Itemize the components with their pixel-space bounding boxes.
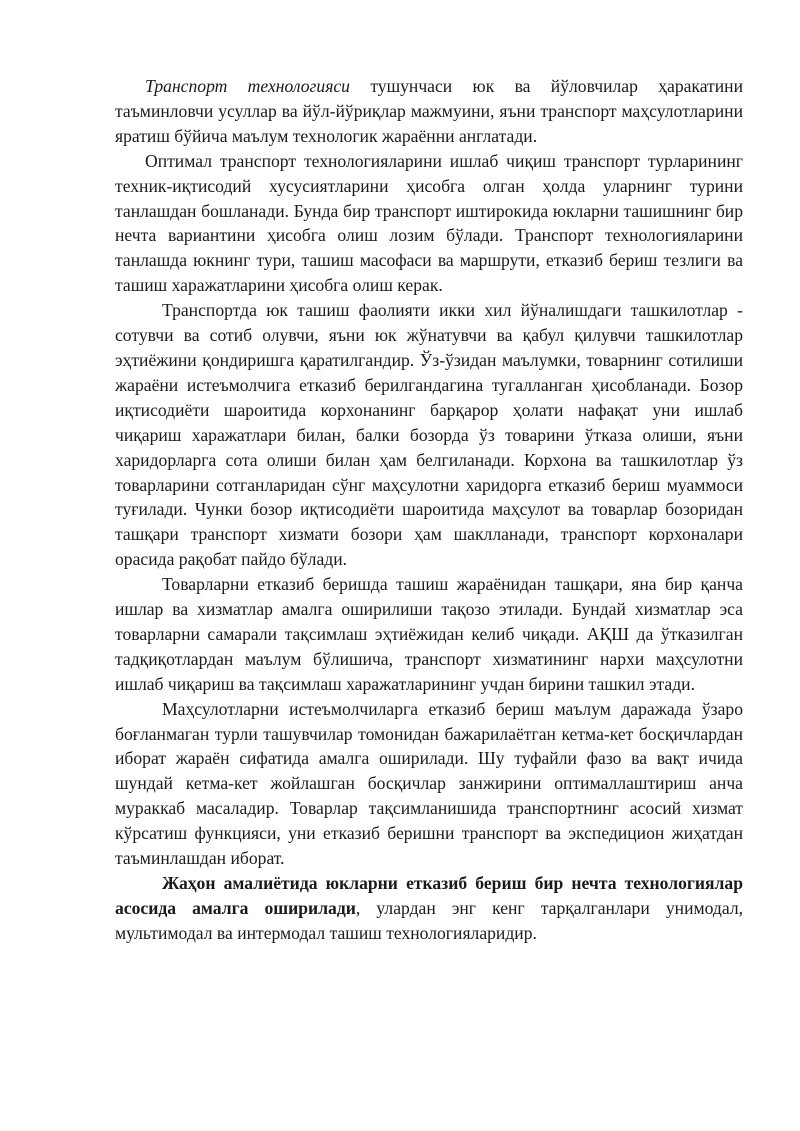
paragraph-text: тушунчаси юк ва йўловчилар ҳаракатини таъминловчи усуллар ва йўл-йўриқлар мажмуини, яъни транспорт маҳсулотларини яратиш бўйича маълум технологик жараённи англатади. (115, 76, 743, 146)
paragraph-product-delivery-stages: Маҳсулотларни истеъмолчиларга етказиб бериш маълум даражада ўзаро боғланмаган турли ташувчилар томонидан бажарилаётган кетма-кет босқичлардан иборат жараён сифатида амалга оширилади. Шу туфайли фазо ва вақт ичида шундай кетма-кет жойлашган босқичлар занжирини оптималлаштириш анча мураккаб масаладир. Товарлар тақсимланишида транспортнинг асосий хизмат кўрсатиш функцияси, уни етказиб беришни транспорт ва экспедицион жиҳатдан таъминлашдан иборат. (115, 698, 743, 869)
bold-statement: Жаҳон амалиётида юкларни етказиб бериш бир нечта технологиялар асосида амалга оширилади (115, 873, 743, 918)
term-transport-technology: Транспорт технологияси (145, 76, 350, 96)
paragraph-delivery-services: Товарларни етказиб беришда ташиш жараёнидан ташқари, яна бир қанча ишлар ва хизматлар амалга оширилиши тақозо этилади. Бундай хизматлар эса товарларни самарали тақсимлаш эҳтиёжидан келиб чиқади. АҚШ да ўтказилган тадқиқотлардан маълум бўлишича, транспорт хизматининг нархи маҳсулотни ишлаб чиқариш ва тақсимлаш харажатларининг учдан бирини ташкил этади. (115, 574, 743, 694)
document-page (115, 74, 743, 946)
paragraph-transport-technology-definition (115, 74, 743, 149)
paragraph-optimal-technologies: Оптимал транспорт технологияларини ишлаб чиқиш транспорт турларининг техник-иқтисодий хусусиятларини ҳисобга олган ҳолда уларнинг турини танлашдан бошланади. Бунда бир транспорт иштирокида юкларни ташишнинг бир нечта вариантини ҳисобга олиш лозим бўлади. Транспорт технологияларини танлашда юкнинг тури, ташиш масофаси ва маршрути, етказиб бериш тезлиги ва ташиш харажатларини ҳисобга олиш керак. (115, 150, 743, 296)
paragraph-cargo-transport-activity: Транспортда юк ташиш фаолияти икки хил йўналишдаги ташкилотлар - сотувчи ва сотиб олувчи, яъни юк жўнатувчи ва қабул қилувчи ташкилотлар эҳтиёжини қондиришга қаратилгандир. Ўз-ўзидан маълумки, товарнинг сотилиши жараёни истеъмолчига етказиб берилгандагина тугалланган ҳисобланади. Бозор иқтисодиёти шароитида корхонанинг барқарор ҳолати нафақат уни ишлаб чиқариш харажатлари билан, балки бозорда ўз товарини ўтказа олиши, яъни харидорларга сота олиши билан ҳам белгиланади. Корхона ва ташкилотлар ўз товарларини сотганларидан сўнг маҳсулотни харидорга етказиб бериш муаммоси туғилади. Чунки бозор иқтисодиёти шароитида маҳсулот ва товарлар бозоридан ташқари транспорт хизмати бозори ҳам шаклланади, транспорт корхоналари орасида рақобат пайдо бўлади. (115, 300, 743, 570)
paragraph-text: , улардан энг кенг тарқалганлари унимодал, мультимодал ва интермодал ташиш технологияларидир. (115, 897, 743, 943)
paragraph-world-practice (115, 871, 743, 946)
